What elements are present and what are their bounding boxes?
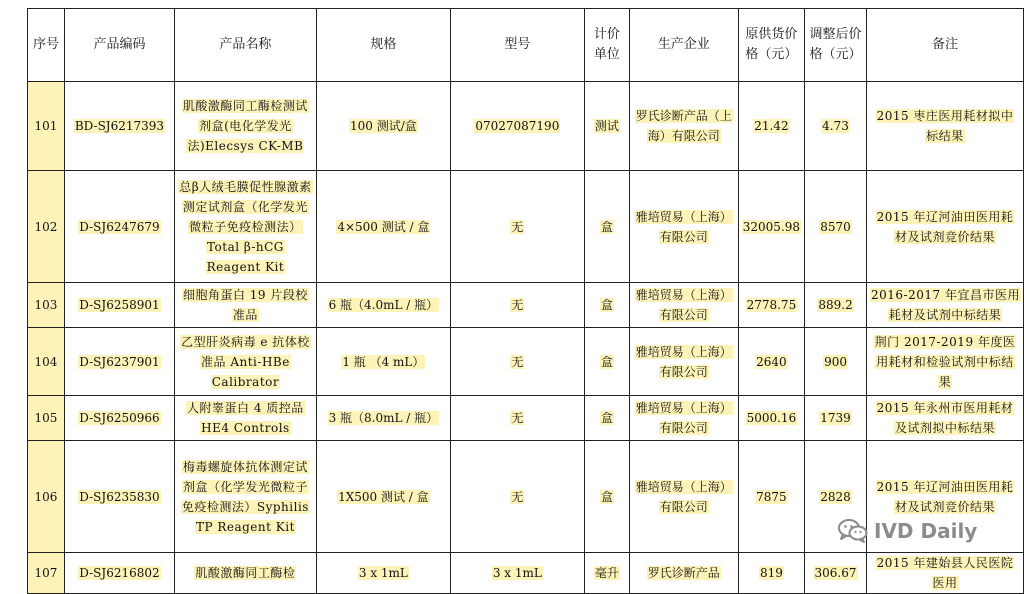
cell-unit [584, 82, 629, 171]
cell-adj-price [805, 553, 867, 594]
table-row [28, 396, 1024, 441]
cell-remark-text: 2015 年建始县人民医院医用 [876, 556, 1014, 590]
cell-adj-price [805, 283, 867, 328]
cell-unit [584, 553, 629, 594]
cell-orig-price [738, 283, 804, 328]
cell-spec [316, 283, 450, 328]
cell-orig-price-text: 7875 [756, 489, 787, 504]
cell-model [450, 553, 584, 594]
cell-maker-text: 罗氏诊断产品 [647, 566, 720, 580]
header-spec: 规格 [316, 9, 450, 82]
cell-maker [629, 553, 738, 594]
cell-adj-price-text: 900 [824, 354, 847, 369]
cell-code-text: D-SJ6250966 [79, 411, 160, 425]
header-code: 产品编码 [64, 9, 174, 82]
header-orig-price: 原供货价格（元） [738, 9, 804, 82]
cell-remark-text: 2015 年辽河油田医用耗材及试剂竞价结果 [876, 479, 1014, 514]
cell-name [174, 441, 316, 553]
cell-model-text: 无 [511, 219, 524, 234]
cell-code [64, 82, 174, 171]
cell-code-text: D-SJ6237901 [79, 354, 160, 369]
cell-orig-price [738, 82, 804, 171]
watermark [838, 518, 977, 544]
cell-maker [629, 171, 738, 283]
cell-spec-text: 4×500 测试 / 盒 [337, 219, 430, 234]
wechat-icon [838, 518, 868, 544]
cell-orig-price-text: 2640 [756, 354, 787, 369]
cell-index-text: 104 [34, 354, 58, 369]
cell-orig-price [738, 328, 804, 396]
cell-spec-text: 6 瓶（4.0mL / 瓶） [328, 298, 439, 312]
cell-unit [584, 283, 629, 328]
cell-code-text: D-SJ6235830 [79, 489, 160, 504]
cell-remark [867, 328, 1024, 396]
cell-remark [867, 82, 1024, 171]
table-row [28, 82, 1024, 171]
table-row [28, 283, 1024, 328]
cell-spec [316, 396, 450, 441]
cell-spec-text: 1 瓶 （4 mL） [342, 354, 425, 369]
cell-maker-text: 罗氏诊断产品（上海）有限公司 [635, 109, 732, 143]
cell-adj-price-text: 2828 [820, 489, 851, 504]
cell-orig-price-text: 5000.16 [746, 411, 797, 425]
cell-index-text: 105 [34, 411, 58, 425]
cell-code [64, 396, 174, 441]
cell-name-text: 人附睾蛋白 4 质控品 HE4 Controls [187, 401, 304, 435]
cell-code-text: BD-SJ6217393 [74, 119, 165, 133]
cell-unit-text: 盒 [600, 298, 613, 312]
cell-orig-price-text: 21.42 [754, 119, 789, 133]
cell-index [28, 171, 65, 283]
cell-model [450, 441, 584, 553]
cell-model-text: 3 x 1mL [492, 566, 542, 580]
cell-unit-text: 盒 [600, 219, 613, 234]
header-index: 序号 [28, 9, 65, 82]
cell-adj-price-text: 306.67 [814, 566, 857, 580]
cell-maker-text: 雅培贸易（上海）有限公司 [635, 479, 732, 514]
cell-index [28, 328, 65, 396]
cell-remark-text: 2015 年永州市医用耗材及试剂拟中标结果 [876, 401, 1014, 435]
cell-spec [316, 171, 450, 283]
cell-name-text: 细胞角蛋白 19 片段校准品 [182, 288, 308, 322]
header-name: 产品名称 [174, 9, 316, 82]
table-row [28, 171, 1024, 283]
cell-maker-text: 雅培贸易（上海）有限公司 [635, 288, 732, 322]
cell-spec [316, 553, 450, 594]
cell-maker [629, 328, 738, 396]
cell-remark [867, 283, 1024, 328]
cell-remark-text: 2016-2017 年宜昌市医用耗材及试剂中标结果 [871, 288, 1020, 322]
cell-unit [584, 328, 629, 396]
cell-remark [867, 171, 1024, 283]
cell-orig-price-text: 32005.98 [742, 219, 801, 234]
cell-unit [584, 396, 629, 441]
cell-index-text: 107 [34, 566, 58, 580]
cell-unit-text: 盒 [600, 354, 613, 369]
cell-adj-price [805, 328, 867, 396]
cell-spec-text: 3 x 1mL [358, 566, 408, 580]
cell-code-text: D-SJ6258901 [79, 298, 160, 312]
cell-model-text: 无 [511, 298, 524, 312]
cell-code-text: D-SJ6247679 [79, 219, 160, 234]
cell-index-text: 103 [34, 298, 58, 312]
cell-remark [867, 396, 1024, 441]
cell-orig-price [738, 553, 804, 594]
cell-model [450, 171, 584, 283]
cell-orig-price [738, 171, 804, 283]
cell-index-text: 106 [34, 489, 58, 504]
cell-index-text: 102 [34, 219, 58, 234]
cell-remark [867, 553, 1024, 594]
cell-code [64, 171, 174, 283]
cell-orig-price-text: 819 [759, 566, 783, 580]
table-row [28, 328, 1024, 396]
cell-index [28, 441, 65, 553]
cell-model [450, 82, 584, 171]
cell-model-text: 无 [511, 489, 524, 504]
cell-maker-text: 雅培贸易（上海）有限公司 [635, 209, 732, 244]
cell-unit [584, 171, 629, 283]
cell-model [450, 328, 584, 396]
cell-index [28, 82, 65, 171]
price-table [27, 8, 1024, 594]
cell-index-text: 101 [34, 119, 58, 133]
cell-name [174, 396, 316, 441]
cell-orig-price [738, 396, 804, 441]
cell-model-text: 07027087190 [475, 119, 560, 133]
cell-name-text: 梅毒螺旋体抗体测定试剂盒（化学发光微粒子免疫检测法）Syphilis TP Reagent Kit [181, 459, 309, 534]
cell-spec [316, 441, 450, 553]
cell-name-text: 肌酸激酶同工酶检 [195, 566, 296, 580]
cell-code [64, 553, 174, 594]
cell-name-text: 肌酸激酶同工酶检测试剂盒(电化学发光法)Elecsys CK-MB [182, 99, 308, 153]
cell-code-text: D-SJ6216802 [79, 566, 160, 580]
cell-adj-price [805, 82, 867, 171]
header-adj-price: 调整后价格（元） [805, 9, 867, 82]
cell-remark-text: 2015 枣庄医用耗材拟中标结果 [876, 109, 1014, 143]
cell-orig-price-text: 2778.75 [746, 298, 797, 312]
cell-adj-price [805, 396, 867, 441]
cell-unit-text: 盒 [600, 489, 613, 504]
cell-model-text: 无 [511, 411, 524, 425]
cell-name [174, 171, 316, 283]
cell-model-text: 无 [511, 354, 524, 369]
header-model: 型号 [450, 9, 584, 82]
cell-index [28, 396, 65, 441]
cell-orig-price [738, 441, 804, 553]
cell-model [450, 283, 584, 328]
cell-name [174, 328, 316, 396]
cell-code [64, 283, 174, 328]
table-header-row [28, 9, 1024, 82]
cell-spec-text: 3 瓶（8.0mL / 瓶） [328, 411, 439, 425]
cell-maker [629, 82, 738, 171]
cell-unit [584, 441, 629, 553]
cell-code [64, 328, 174, 396]
cell-maker-text: 雅培贸易（上海）有限公司 [635, 344, 732, 379]
cell-maker [629, 396, 738, 441]
cell-name [174, 82, 316, 171]
cell-name-text: 总β人绒毛膜促性腺激素测定试剂盒（化学发光微粒子免疫检测法）Total β-hCG Reagent Kit [179, 179, 312, 274]
table-row [28, 553, 1024, 594]
cell-spec [316, 328, 450, 396]
cell-model [450, 396, 584, 441]
cell-maker [629, 283, 738, 328]
cell-adj-price-text: 8570 [820, 219, 851, 234]
header-remark: 备注 [867, 9, 1024, 82]
cell-remark-text: 荆门 2017-2019 年度医用耗材和检验试剂中标结果 [874, 334, 1016, 389]
cell-unit-text: 盒 [600, 411, 613, 425]
cell-spec [316, 82, 450, 171]
cell-adj-price-text: 1739 [820, 411, 851, 425]
cell-maker-text: 雅培贸易（上海）有限公司 [635, 401, 732, 435]
cell-index [28, 283, 65, 328]
cell-name [174, 553, 316, 594]
cell-code [64, 441, 174, 553]
cell-index [28, 553, 65, 594]
watermark-text: IVD Daily [874, 519, 978, 543]
header-maker: 生产企业 [629, 9, 738, 82]
cell-spec-text: 1X500 测试 / 盒 [338, 489, 429, 504]
cell-name [174, 283, 316, 328]
header-unit: 计价单位 [584, 9, 629, 82]
cell-adj-price-text: 4.73 [822, 119, 849, 133]
cell-maker [629, 441, 738, 553]
cell-unit-text: 毫升 [594, 566, 619, 580]
cell-name-text: 乙型肝炎病毒 e 抗体校准品 Anti-HBe Calibrator [181, 334, 310, 389]
cell-unit-text: 测试 [594, 119, 619, 133]
cell-adj-price [805, 171, 867, 283]
cell-remark-text: 2015 年辽河油田医用耗材及试剂竞价结果 [876, 209, 1014, 244]
cell-adj-price-text: 889.2 [818, 298, 853, 312]
cell-spec-text: 100 测试/盒 [350, 119, 417, 133]
